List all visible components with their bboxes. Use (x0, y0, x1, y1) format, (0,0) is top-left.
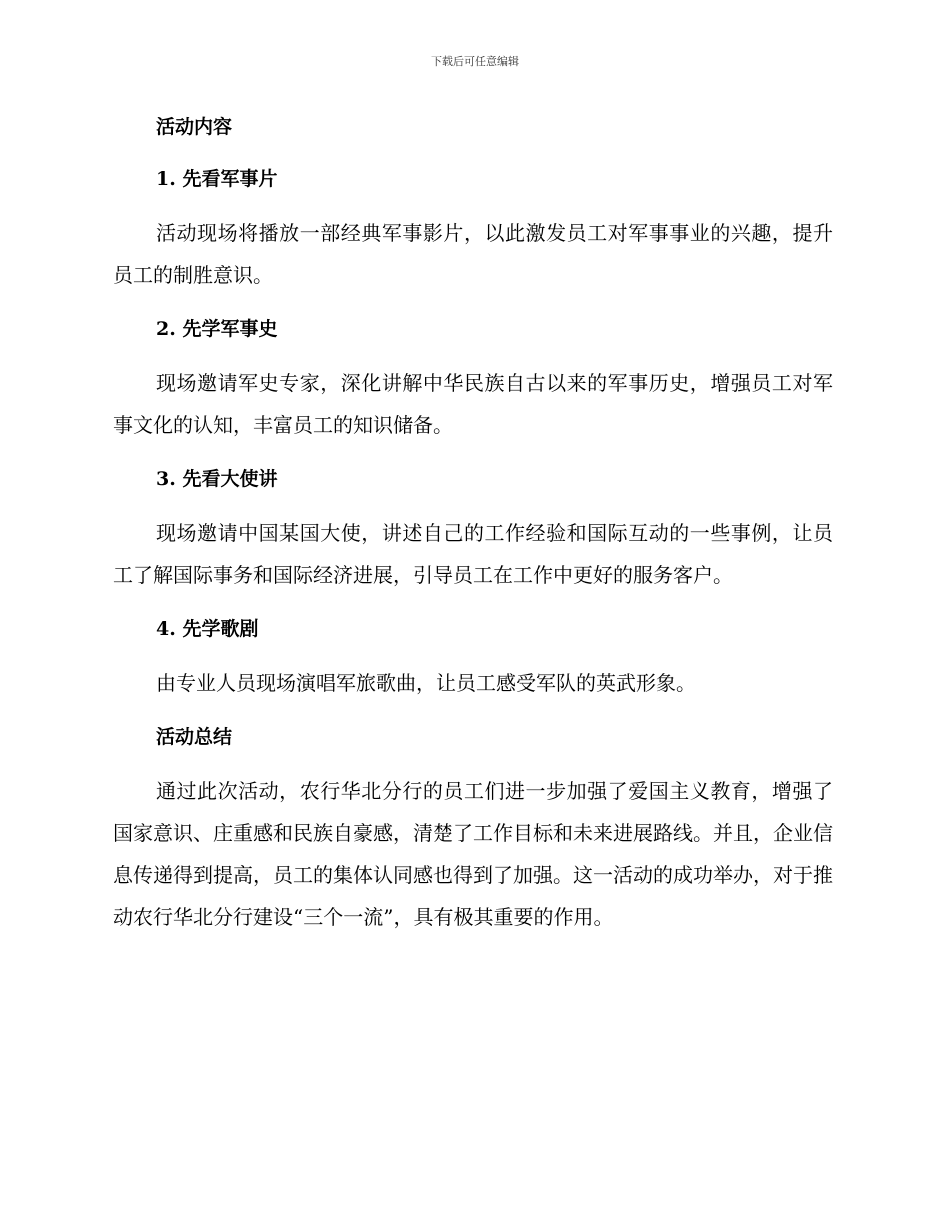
page-header: 下载后可任意编辑 (431, 55, 519, 68)
section-heading-summary: 活动总结 (156, 726, 233, 748)
item-heading-3: 3. 先看大使讲 (156, 468, 278, 490)
item-paragraph-3: 现场邀请中国某国大使，讲述自己的工作经验和国际互动的一些事例，让员工了解国际事务和国际经济进展，引导员工在工作中更好的服务客户。 (113, 521, 833, 587)
item-paragraph-1: 活动现场将播放一部经典军事影片，以此激发员工对军事事业的兴趣，提升员工的制胜意识。 (113, 221, 833, 287)
item-heading-1: 1. 先看军事片 (156, 168, 278, 190)
item-heading-2: 2. 先学军事史 (156, 318, 278, 340)
document-body (113, 108, 833, 952)
item-heading-4: 4. 先学歌剧 (156, 618, 259, 640)
item-paragraph-2: 现场邀请军史专家，深化讲解中华民族自古以来的军事历史，增强员工对军事文化的认知，丰富员工的知识储备。 (113, 371, 833, 437)
summary-paragraph: 通过此次活动，农行华北分行的员工们进一步加强了爱国主义教育，增强了国家意识、庄重感和民族自豪感，清楚了工作目标和未来进展路线。并且，企业信息传递得到提高，员工的集体认同感也得到了加强。这一活动的成功举办，对于推动农行华北分行建设“三个一流”，具有极其重要的作用。 (113, 779, 833, 929)
section-heading-content: 活动内容 (156, 116, 233, 138)
item-paragraph-4: 由专业人员现场演唱军旅歌曲，让员工感受军队的英武形象。 (156, 671, 696, 695)
